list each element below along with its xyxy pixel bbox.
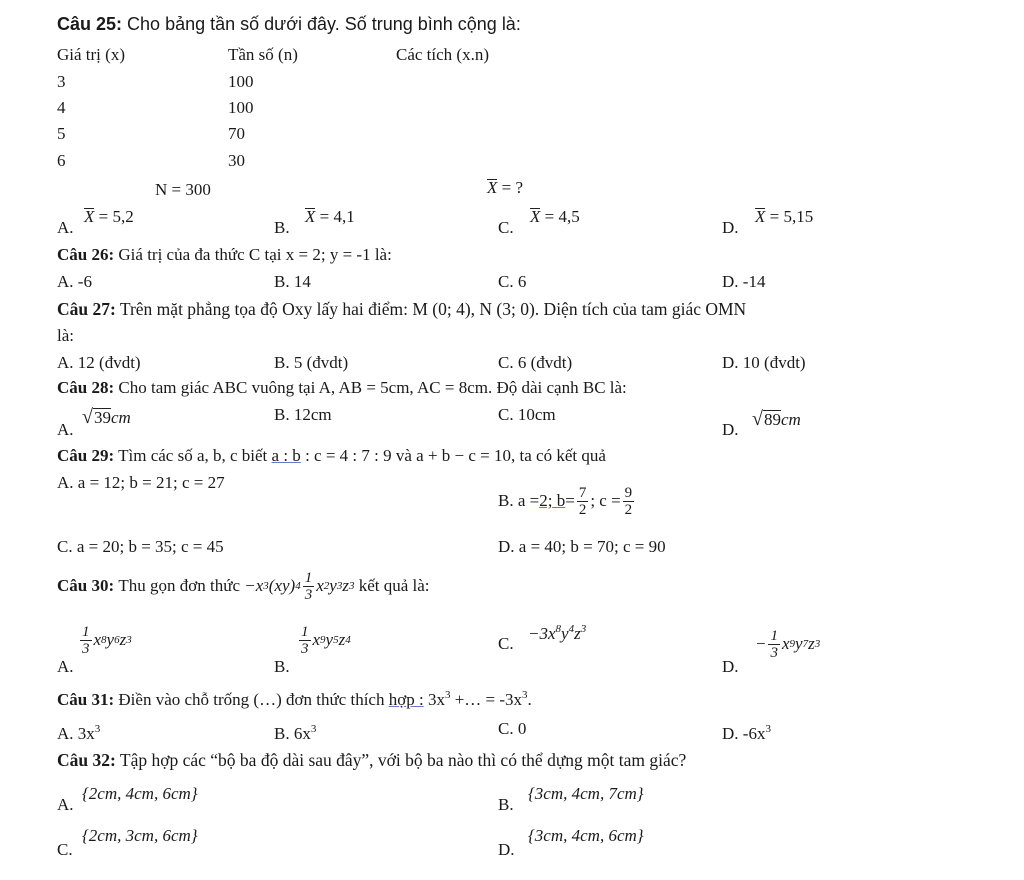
- question-number: Câu 32:: [57, 750, 116, 770]
- question-28: [57, 378, 627, 398]
- sqrt-argument: 39: [93, 408, 111, 427]
- option-b: [274, 218, 290, 238]
- option-text-underlined: 2; b: [539, 491, 566, 510]
- option-letter: A.: [57, 218, 74, 237]
- option-a: A. a = 12; b = 21; c = 27: [57, 473, 225, 492]
- question-31: [57, 690, 532, 710]
- option-a-value: $\frac{1}{3}$ x 8 y 6 z 3: [82, 623, 132, 657]
- mean-symbol: X: [487, 178, 498, 197]
- option-d: D.: [498, 840, 515, 859]
- unit: cm: [110, 408, 131, 427]
- fraction: [303, 570, 315, 603]
- question-27: [57, 299, 746, 319]
- denominator: 3: [304, 586, 313, 603]
- question-text: Điền vào chỗ trống (…) đơn thức thích: [118, 690, 389, 709]
- option-value: = 5,15: [769, 207, 814, 226]
- option-a-value: [82, 407, 131, 428]
- option-c-value: [530, 207, 580, 227]
- option-b-value: [305, 207, 355, 227]
- denominator: 3: [770, 644, 778, 661]
- option-c: C. 0: [498, 719, 527, 738]
- expr-part: z: [119, 630, 127, 649]
- option-a: [57, 218, 74, 238]
- exponent: 8: [555, 623, 562, 635]
- question-number: Câu 28:: [57, 378, 115, 397]
- denominator: 2: [578, 501, 587, 518]
- option-a: A. -6: [57, 272, 92, 291]
- question-number: Câu 30:: [57, 576, 115, 595]
- expr-part: z: [342, 576, 349, 595]
- expr-part: y: [325, 630, 334, 649]
- option-a-value: {2cm, 4cm, 6cm}: [82, 784, 198, 803]
- question-29: [57, 446, 606, 466]
- option-text: B. a =: [498, 491, 540, 510]
- option-letter: D.: [722, 218, 739, 237]
- question-text-underlined: hợp :: [388, 690, 424, 709]
- fraction: [80, 624, 92, 657]
- option-value: = 4,1: [319, 207, 355, 226]
- fraction: [768, 628, 780, 661]
- question-32: [57, 750, 686, 770]
- option-c: C. 6 (đvdt): [498, 353, 573, 372]
- option-text: =: [565, 491, 575, 510]
- expr-part: −3: [528, 624, 548, 643]
- table-cell-n: 100: [228, 72, 254, 91]
- option-text: B. 6x: [274, 724, 311, 743]
- option-c: C. a = 20; b = 35; c = 45: [57, 537, 224, 556]
- option-d-value: − $\frac{1}{3}$ x 9 y 7 z 3: [755, 627, 821, 661]
- exponent: 3: [310, 723, 317, 735]
- option-b: B.: [274, 657, 290, 676]
- option-c: C. 10cm: [498, 405, 556, 424]
- expr-part: z: [574, 624, 581, 643]
- option-c: C.: [57, 840, 73, 859]
- option-a: A.: [57, 420, 74, 439]
- option-d-value: {3cm, 4cm, 6cm}: [528, 826, 644, 845]
- option-text: D. -6x: [722, 724, 766, 743]
- numerator: 9: [624, 484, 633, 501]
- exponent: 3: [580, 623, 587, 635]
- option-b: B.: [498, 795, 514, 814]
- option-a: A.: [57, 795, 74, 814]
- option-d-value: [755, 207, 813, 227]
- question-text: : c = 4 : 7 : 9 và a + b − c = 10, ta có kết quả: [300, 446, 606, 465]
- question-text-underlined: a : b: [271, 446, 301, 465]
- fraction: [577, 485, 589, 518]
- question-text: Tìm các số a, b, c biết: [118, 446, 272, 465]
- sqrt-expression: √ 89: [752, 408, 781, 430]
- expr-part: −: [244, 576, 256, 595]
- table-total: N = 300: [155, 180, 211, 199]
- option-b: [498, 476, 636, 526]
- mean-value: = ?: [497, 178, 524, 197]
- mean-unknown: [487, 178, 523, 198]
- expr-part: z: [808, 634, 815, 653]
- option-c: [498, 218, 514, 238]
- question-text-cont: là:: [57, 326, 74, 345]
- fraction: [299, 624, 311, 657]
- table-cell-x: 4: [57, 98, 66, 117]
- question-30: [57, 568, 430, 604]
- table-cell-x: 5: [57, 124, 66, 143]
- option-c-value: {2cm, 3cm, 6cm}: [82, 826, 198, 845]
- expr-part: x: [93, 630, 102, 649]
- option-d: [722, 724, 771, 744]
- option-letter: C.: [498, 218, 514, 237]
- question-25: [57, 14, 521, 34]
- mean-symbol: X: [84, 207, 95, 226]
- monomial-expression: − x 3 (xy) 4 $\frac{1}{3}$ x 2 y 3 z 3: [244, 569, 355, 603]
- option-text: ; c =: [590, 491, 621, 510]
- expr-part: x: [316, 576, 324, 595]
- option-b: [274, 724, 316, 744]
- mean-symbol: X: [530, 207, 541, 226]
- exponent: 3: [444, 689, 451, 701]
- question-text: .: [527, 690, 532, 709]
- option-b: B. 5 (đvdt): [274, 353, 349, 372]
- table-cell-n: 70: [228, 124, 245, 143]
- expr-part: y: [795, 634, 803, 653]
- question-number: Câu 27:: [57, 299, 116, 319]
- question-number: Câu 25:: [57, 14, 123, 34]
- expr-part: (xy): [268, 576, 296, 595]
- option-d: D. 10 (đvdt): [722, 353, 806, 372]
- exponent: 4: [568, 623, 575, 635]
- table-cell-x: 6: [57, 151, 66, 170]
- option-letter: B.: [274, 218, 290, 237]
- option-value: = 5,2: [98, 207, 134, 226]
- question-text: Trên mặt phẳng tọa độ Oxy lấy hai điểm: M (0; 4), N (3; 0). Diện tích của tam giác OMN: [119, 299, 747, 319]
- question-text: 3x: [423, 690, 445, 709]
- expr-part: z: [338, 630, 346, 649]
- table-cell-n: 30: [228, 151, 245, 170]
- mean-symbol: X: [305, 207, 316, 226]
- numerator: 1: [82, 623, 90, 640]
- option-c: C.: [498, 634, 514, 653]
- table-cell-n: 100: [228, 98, 254, 117]
- option-b: B. 12cm: [274, 405, 332, 424]
- option-d: D. -14: [722, 272, 766, 291]
- option-b: B. 14: [274, 272, 311, 291]
- unit: cm: [780, 410, 801, 429]
- question-number: Câu 29:: [57, 446, 115, 465]
- question-text: Cho bảng tần số dưới đây. Số trung bình cộng là:: [127, 14, 521, 34]
- option-a: A.: [57, 657, 74, 676]
- expr-part: x: [312, 630, 321, 649]
- mean-symbol: X: [755, 207, 766, 226]
- question-text: +… = -3x: [450, 690, 523, 709]
- option-a: A. 12 (đvdt): [57, 353, 141, 372]
- expr-part: x: [781, 634, 790, 653]
- option-a-value: [84, 207, 134, 227]
- denominator: 2: [624, 501, 633, 518]
- question-text: Cho tam giác ABC vuông tại A, AB = 5cm, AC = 8cm. Độ dài cạnh BC là:: [118, 378, 627, 397]
- table-header-xn: Các tích (x.n): [396, 45, 489, 64]
- sqrt-expression: √ 39: [82, 406, 111, 428]
- fraction: [623, 485, 635, 518]
- question-text: Tập hợp các “bộ ba độ dài sau đây”, với bộ ba nào thì có thể dựng một tam giác?: [119, 750, 687, 770]
- option-d: D.: [722, 657, 739, 676]
- option-d: D.: [722, 420, 739, 439]
- question-text: Giá trị của đa thức C tại x = 2; y = -1 là:: [118, 245, 392, 264]
- question-text-end: kết quả là:: [358, 576, 430, 595]
- table-header-n: Tần số (n): [228, 45, 298, 64]
- option-value: = 4,5: [544, 207, 580, 226]
- option-b-value: {3cm, 4cm, 7cm}: [528, 784, 644, 803]
- sqrt-argument: 89: [763, 410, 781, 429]
- table-header-x: Giá trị (x): [57, 45, 125, 64]
- denominator: 3: [301, 640, 309, 657]
- expr-part: −: [755, 634, 767, 653]
- numerator: 1: [301, 623, 309, 640]
- option-d: [722, 218, 739, 238]
- question-text: Thu gọn đơn thức: [118, 576, 241, 595]
- question-number: Câu 26:: [57, 245, 115, 264]
- numerator: 1: [770, 627, 778, 644]
- expr-part: y: [106, 630, 115, 649]
- exponent: 3: [765, 723, 771, 735]
- question-26: [57, 245, 392, 265]
- option-a: [57, 724, 100, 744]
- exponent: 3: [94, 723, 101, 735]
- expr-part: x: [255, 576, 264, 595]
- expr-part: x: [547, 624, 556, 643]
- table-cell-x: 3: [57, 72, 66, 91]
- numerator: 7: [578, 484, 587, 501]
- option-c: C. 6: [498, 272, 527, 291]
- expr-part: y: [329, 576, 337, 595]
- expr-part: y: [561, 624, 569, 643]
- denominator: 3: [82, 640, 90, 657]
- exponent: 3: [522, 689, 528, 701]
- option-b-value: $\frac{1}{3}$ x 9 y 5 z 4: [301, 623, 351, 657]
- option-d-value: [752, 409, 801, 430]
- option-d: D. a = 40; b = 70; c = 90: [498, 537, 666, 556]
- question-number: Câu 31:: [57, 690, 115, 709]
- option-text: A. 3x: [57, 724, 95, 743]
- numerator: 1: [304, 569, 313, 586]
- option-c-value: [528, 624, 586, 644]
